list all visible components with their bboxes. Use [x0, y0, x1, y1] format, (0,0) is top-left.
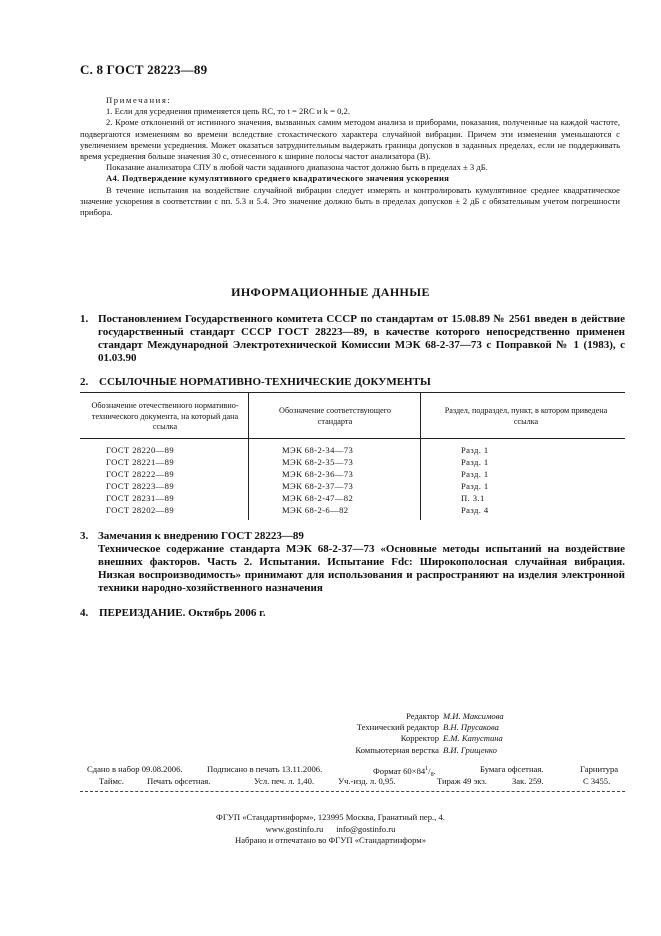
pub-format: Формат $60\times 84^1/_8$. [373, 766, 436, 778]
footer-web: www.gostinfo.ru info@gostinfo.ru [265, 823, 396, 834]
table-divider-2 [420, 392, 421, 520]
credit-name: В.Н. Прусакова [443, 722, 499, 733]
footer-divider [80, 791, 625, 792]
credit-name: Е.М. Капустина [443, 733, 503, 744]
pub-circulation: Тираж 49 экз. [437, 775, 487, 786]
info-item-3 [80, 530, 625, 595]
table-top-border [80, 392, 625, 393]
pub-typeset-date: Сдано в набор 09.08.2006. [87, 764, 183, 774]
item-3-number: 3. [80, 530, 89, 542]
table-cell: ГОСТ 28231—89 [106, 493, 175, 504]
a4-title: А4. Подтверждение кумулятивного среднего квадратического значения ускорения [106, 173, 450, 184]
table-col-section [461, 444, 489, 517]
table-cell: ГОСТ 28221—89 [106, 457, 175, 468]
table-cell: МЭК 68-2-35—73 [282, 457, 354, 468]
table-cell: МЭК 68-2-37—73 [282, 481, 354, 492]
table-cell: Разд. 4 [461, 505, 489, 516]
table-header-col-3: Раздел, подраздел, пункт, в котором приведена ссылка [444, 406, 608, 426]
pub-format-sub: 8 [430, 772, 434, 778]
table-divider-1 [248, 392, 249, 520]
pub-order: Зак. 259. [512, 775, 544, 786]
footer-address: ФГУП «Стандартинформ», 123995 Москва, Гранатный пер., 4. [216, 812, 445, 822]
info-title: ИНФОРМАЦИОННЫЕ ДАННЫЕ [231, 285, 430, 299]
publication-info [87, 764, 631, 787]
pub-print-sheets: Усл. печ. л. 1,40. [254, 775, 315, 786]
notes-heading: Примечания: [106, 95, 172, 105]
info-item-1 [80, 313, 625, 365]
table-col-iec [282, 444, 353, 517]
table-cell: МЭК 68-2-6—82 [282, 505, 349, 516]
footer-printed: Набрано и отпечатано во ФГУП «Стандартинформ» [235, 835, 426, 846]
table-cell: П. 3.1 [461, 493, 485, 504]
page-header: С. 8 ГОСТ 28223—89 [80, 62, 208, 77]
credit-role: Редактор [406, 711, 439, 721]
table-header-border [80, 438, 625, 439]
table-cell: ГОСТ 28223—89 [106, 481, 175, 492]
pub-code: С 3455. [583, 775, 611, 786]
credit-name: М.И. Максимова [443, 711, 504, 721]
pub-format-label: Формат 60×84 [373, 766, 426, 776]
pub-print-date: Подписано в печать 13.11.2006. [207, 764, 323, 774]
item-1-text: Постановлением Государственного комитета СССР по стандартам от 15.08.89 № 2561 введен в действие государственный стандарт СССР ГОСТ 28223—89, в качестве которого непосредственно применен стандарт Международной Электротехнической Комиссии МЭК 68-2-37—73 с Поправкой № 1 (1983), с 01.03.90 [98, 313, 625, 364]
item-2-title: ССЫЛОЧНЫЕ НОРМАТИВНО-ТЕХНИЧЕСКИЕ ДОКУМЕНТЫ [99, 376, 431, 388]
pub-printing: Печать офсетная. [147, 775, 211, 786]
credits-block [0, 711, 661, 756]
info-item-2 [80, 376, 431, 389]
table-cell: ГОСТ 28222—89 [106, 469, 175, 480]
info-item-4 [80, 607, 266, 620]
item-4-number: 4. [80, 607, 89, 619]
note-1: 1. Если для усреднения применяется цепь RC, то t = 2RC и k = 0,2. [106, 106, 350, 117]
table-col-gost [106, 444, 174, 517]
table-header-col-1: Обозначение отечественного нормативно-технического документа, на который дана ссылка [91, 401, 239, 431]
item-2-number: 2. [80, 376, 89, 388]
table-cell: МЭК 68-2-47—82 [282, 493, 354, 504]
table-cell: Разд. 1 [461, 469, 489, 480]
pub-paper: Бумага офсетная. [480, 764, 544, 774]
note-spu: Показание анализатора СПУ в любой части заданного диапазона частот должно быть в пределах ± 3 дБ. [106, 162, 488, 173]
table-cell: ГОСТ 28220—89 [106, 445, 175, 455]
table-cell: Разд. 1 [461, 445, 489, 455]
publisher-footer [0, 812, 661, 847]
item-3-title: Замечания к внедрению ГОСТ 28223—89 [98, 530, 304, 542]
a4-text: В течение испытания на воздействие случайной вибрации следует измерять и контролировать кумулятивное среднее квадратическое значение ускорения в соответствии с пп. 5.3 и 5.4. Это значение должно быть в пределах допусков ± 2 дБ с обязательным учетом погрешности прибора. [80, 184, 620, 218]
note-2: 2. Кроме отклонений от истинного значения, вызванных самим методом анализа и приборами, показания, полученные на каждой частоте, подвергаются изменениям во времени вследствие стохастического характера случайной вибрации. Причем эти изменения уменьшаются с увеличением времени усреднения. Может оказаться затруднительным выдержать границы допусков в заданных пределах, если не поддерживать время усреднения больше значения 30 с, отнесенного к ширине полосы частот анализатора (B). [80, 117, 620, 162]
table-cell: МЭК 68-2-36—73 [282, 469, 354, 480]
pub-typeface: Таймс. [99, 775, 124, 786]
table-cell: МЭК 68-2-34—73 [282, 445, 354, 455]
item-3-text: Техническое содержание стандарта МЭК 68-2-37—73 «Основные методы испытаний на воздействие внешних факторов. Часть 2. Испытания. Испытание Fdc: Широкополосная случайная вибрация. Низкая воспроизводимость» принимают для использования и распространяют на изделия электронной техники народно-хозяйственного назначения [98, 543, 625, 594]
table-header-col-2: Обозначение соответствующего стандарта [279, 406, 391, 426]
credit-role: Технический редактор [356, 722, 439, 733]
notes-block [80, 95, 620, 218]
item-4-text: ПЕРЕИЗДАНИЕ. Октябрь 2006 г. [99, 607, 266, 619]
item-1-number: 1. [80, 313, 89, 325]
credit-role: Компьютерная верстка [355, 744, 439, 755]
credit-name: В.И. Грищенко [443, 744, 497, 755]
table-cell: ГОСТ 28202—89 [106, 505, 175, 516]
pub-publisher-sheets: Уч.-изд. л. 0,95. [338, 775, 396, 786]
pub-format-sup: 1 [425, 766, 429, 772]
pub-typeface-label: Гарнитура [580, 764, 619, 774]
credit-role: Корректор [400, 733, 439, 744]
table-cell: Разд. 1 [461, 481, 489, 492]
table-cell: Разд. 1 [461, 457, 489, 468]
